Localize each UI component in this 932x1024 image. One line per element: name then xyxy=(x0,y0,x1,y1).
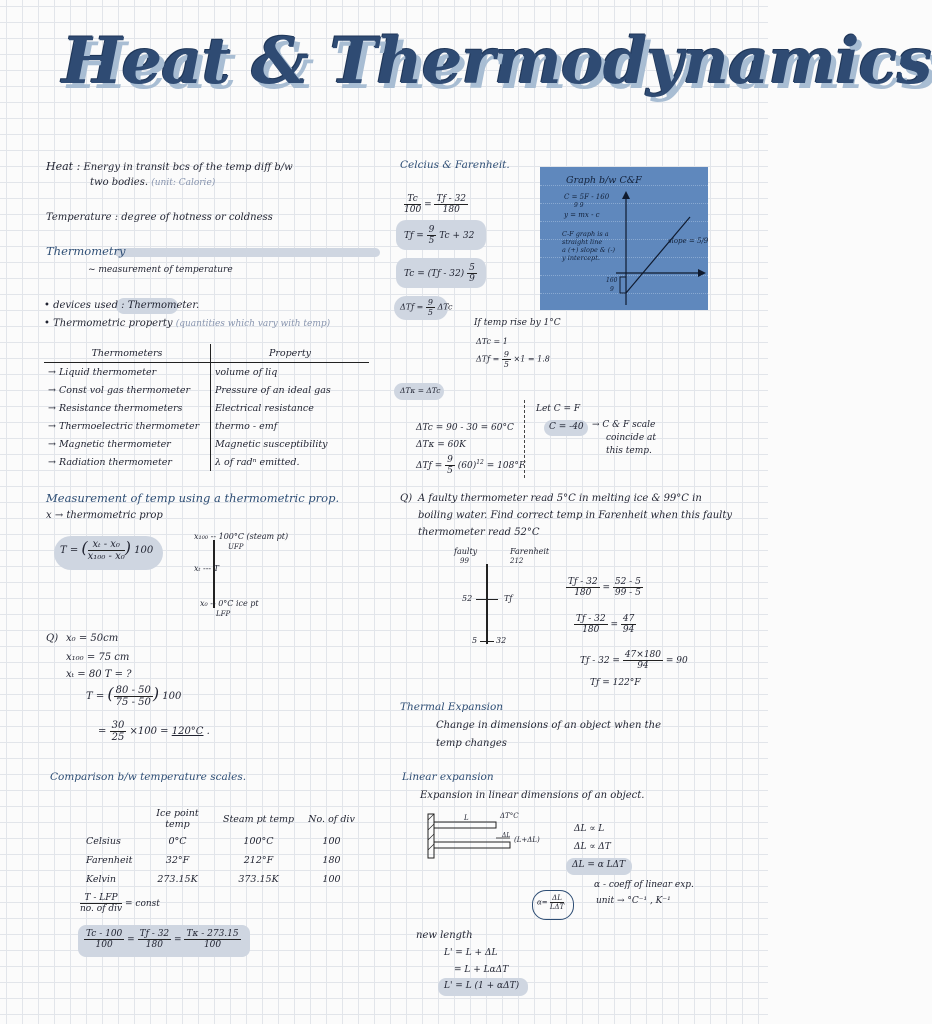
faulty-answer: Tƒ = 122°F xyxy=(590,678,641,688)
linear-p1: ΔL ∝ L xyxy=(574,824,605,834)
heat-definition xyxy=(46,160,293,173)
thermometry-heading: Thermometry xyxy=(46,244,126,258)
temperature-text: degree of hotness or coldness xyxy=(121,212,273,223)
heat-line2: two bodies. xyxy=(90,177,149,188)
linear-text: Expansion in linear dimensions of an object. xyxy=(420,790,645,801)
devices-used: • devices used : Thermometer. xyxy=(44,300,200,311)
table-cell: Electrical resistance xyxy=(215,402,314,414)
table-row xyxy=(44,453,369,471)
table-header-row xyxy=(44,344,369,363)
faulty-mid-tick xyxy=(476,599,498,600)
celsius-e3: ΔTƒ = $\frac{9}{5}$ $(60)^{12} = 108^\circ F$ xyxy=(416,455,526,476)
table-row xyxy=(44,381,369,399)
scale-mid: xₜ --- T xyxy=(194,564,220,573)
faulty-step1: $\frac{Tƒ - 32}{180}$ = $\frac{52 - 5}{99 - 5}$ xyxy=(568,577,641,598)
tc-formula: Tc = (Tƒ - 32) $\frac{5}{9}$ xyxy=(404,263,475,284)
example1-q: Q) xyxy=(46,633,59,644)
example1-x0: x₀ = 50cm xyxy=(66,633,119,644)
graph-intercept2: 9 xyxy=(610,286,614,293)
table-cell: λ of radⁿ emitted. xyxy=(215,456,300,468)
tf-formula: Tƒ = $\frac{9}{5}$ Tc + 32 xyxy=(404,225,475,246)
formula-fraction: $\frac{\text{xₜ - x₀}}{\text{x₁₀₀ - x₀}}$ xyxy=(87,539,125,562)
new-length-1: L' = L + ΔL xyxy=(444,948,498,958)
faulty-line1: A faulty thermometer read 5°C in melting ice & 99°C in xyxy=(418,493,702,504)
thermometric-property-note: (quantities which vary with temp) xyxy=(175,319,331,329)
vertical-dash-divider xyxy=(524,400,525,478)
faulty-step2: $\frac{Tƒ - 32}{180}$ = $\frac{47}{94}$ xyxy=(576,614,635,635)
alpha-def: α - coeff of linear exp. xyxy=(594,880,694,890)
c-f-coincide: → C & F scale xyxy=(592,420,656,430)
scale-top-sub: UFP xyxy=(228,543,244,551)
celsius-heading: Celcius & Farenheit. xyxy=(400,159,510,171)
example1-answer: 120°C xyxy=(171,726,204,737)
formula-lhs: T = xyxy=(60,545,79,556)
comparison-table xyxy=(80,806,363,889)
scales-formula: $\frac{Tc - 100}{100}$ = $\frac{Tƒ - 32}{180}$ = $\frac{T\kappa - 273.15}{100}$ xyxy=(86,929,239,950)
temperature-label: Temperature : xyxy=(46,212,119,223)
graph-eq1: C = 5F - 160 xyxy=(564,193,610,201)
thermometry-underline xyxy=(115,248,380,257)
temp-formula: T = ( $\frac{\text{xₜ - x₀}}{\text{x₁₀₀ - x₀}}$ ) 100 xyxy=(60,538,154,562)
graph-eq2: 9 9 xyxy=(574,202,584,209)
graph-eq3: y = mx - c xyxy=(564,211,600,219)
faulty-mid-left: 52 xyxy=(462,594,473,603)
faulty-line2: boiling water. Find correct temp in Farenheit when this faulty xyxy=(418,510,732,521)
linear-p2: ΔL ∝ ΔT xyxy=(574,842,611,852)
thermometry-text: ~ measurement of temperature xyxy=(88,265,233,275)
table-cell: → Resistance thermometers xyxy=(44,399,211,417)
table-row xyxy=(44,417,369,435)
rod-l-label: L xyxy=(464,814,469,822)
table-row xyxy=(44,435,369,453)
table-header: Steam pt temp xyxy=(222,813,295,825)
rod-dt-label: ΔT°C xyxy=(500,812,519,820)
heat-line1: Energy in transit bcs of the temp diff b/w xyxy=(83,162,293,173)
table-row: Farenheit 32°F 212°F 180 xyxy=(86,855,341,866)
dtf-formula: ΔTƒ = $\frac{9}{5}$ ΔTc xyxy=(400,298,453,317)
heat-label: Heat : xyxy=(46,160,81,173)
table-cell: Pressure of an ideal gas xyxy=(215,384,331,396)
example1-t: T = ( $\frac{80 - 50}{75 - 50}$ ) 100 xyxy=(86,684,182,708)
farenheit-label: Farenheit xyxy=(510,547,550,556)
thermometric-property xyxy=(44,318,330,329)
celsius-note1: If temp rise by 1°C xyxy=(474,318,561,328)
heat-unit: (unit: Calorie) xyxy=(151,178,216,188)
alpha-unit: unit → °C⁻¹ , K⁻¹ xyxy=(596,896,671,906)
faulty-label: faulty xyxy=(454,547,478,556)
measurement-x-line: x → thermometric prop xyxy=(46,510,163,521)
table-row: Celsius 0°C 100°C 100 xyxy=(86,836,341,847)
faulty-top: 99 xyxy=(460,557,469,565)
alpha-cloud-formula: α= $\frac{\Delta L}{\text{LΔT}}$ xyxy=(537,894,565,911)
table-cell: volume of liq xyxy=(215,366,278,378)
example1-x100: x₁₀₀ = 75 cm xyxy=(66,652,130,663)
farenheit-top: 212 xyxy=(510,557,524,565)
table-cell: thermo - emf xyxy=(215,420,278,432)
thermometer-table xyxy=(44,344,369,471)
faulty-step3: Tƒ - 32 = $\frac{47\times 180}{94}$ = 90 xyxy=(580,650,688,671)
table-cell: → Magnetic thermometer xyxy=(44,435,211,453)
table-row: Kelvin 273.15K 373.15K 100 xyxy=(86,874,341,885)
celsius-e2: ΔTκ = 60K xyxy=(416,440,466,450)
formula-mult: 100 xyxy=(134,545,154,556)
table-cell: Magnetic susceptibility xyxy=(215,438,328,450)
new-length-3: L' = L (1 + αΔT) xyxy=(444,981,520,991)
faulty-q: Q) xyxy=(400,493,413,504)
linear-heading: Linear expansion xyxy=(402,771,494,783)
table-row xyxy=(44,399,369,417)
graph-notes: C-F graph is a straight line a (+) slope & (-) y intercept. xyxy=(562,230,616,262)
faulty-scale-line xyxy=(486,564,488,644)
thermal-heading: Thermal Expansion xyxy=(400,701,504,713)
rod-ldl-label: (L+ΔL) xyxy=(514,836,540,844)
table-row xyxy=(44,363,369,382)
cf-graph-panel xyxy=(540,167,708,310)
new-length-label: new length xyxy=(416,930,473,941)
measurement-heading: Measurement of temp using a thermometric prop. xyxy=(46,491,340,505)
faulty-mid-right: Tƒ xyxy=(504,594,513,603)
temperature-definition xyxy=(46,212,273,223)
table-header: Property xyxy=(211,344,370,363)
table-header: Ice point temp xyxy=(156,808,199,830)
coincide-line1: coincide at xyxy=(606,433,656,443)
example1-result: = $\frac{30}{25}$ ×100 = 120°C . xyxy=(98,720,210,743)
table-cell: → Const vol gas thermometer xyxy=(44,381,211,399)
scale-top: x₁₀₀ -- 100°C (steam pt) xyxy=(194,532,289,541)
graph-slope: slope = 5/9 xyxy=(668,237,709,245)
thermometric-property-label: • Thermometric property xyxy=(44,318,173,329)
graph-intercept1: 160 xyxy=(606,277,618,284)
faulty-bot-right: 32 xyxy=(496,636,507,645)
page-title: Heat & Thermodynamics xyxy=(62,24,932,99)
table-header: No. of div xyxy=(308,813,355,825)
rod-dl-label: ΔL xyxy=(502,832,511,839)
c-val: C = -40 xyxy=(549,422,584,432)
celsius-note3: ΔTƒ = $\frac{9}{5}$ ×1 = 1.8 xyxy=(476,350,550,369)
linear-p3: ΔL = α LΔT xyxy=(572,860,626,870)
celsius-ratio: $\frac{Tc}{100}$ = $\frac{Tƒ - 32}{180}$ xyxy=(404,194,467,215)
celsius-e1: ΔTc = 90 - 30 = 60°C xyxy=(416,423,514,433)
heat-line2-wrap xyxy=(90,177,215,188)
table-cell: → Liquid thermometer xyxy=(44,363,211,382)
table-cell: → Radiation thermometer xyxy=(44,453,211,471)
faulty-line3: thermometer read 52°C xyxy=(418,527,540,538)
table-header-row xyxy=(80,806,363,832)
let-c-f: Let C = F xyxy=(536,404,581,414)
example1-xt: xₜ = 80 T = ? xyxy=(66,669,132,680)
table-header: Thermometers xyxy=(44,344,211,363)
coincide-line2: this temp. xyxy=(606,446,652,456)
dtk-formula: ΔTκ = ΔTc xyxy=(400,386,441,395)
new-length-2: = L + LαΔT xyxy=(454,965,509,975)
scale-line xyxy=(213,540,215,608)
thermal-line1: Change in dimensions of an object when the xyxy=(436,720,661,731)
ratio-formula: $\frac{\text{T - LFP}}{\text{no. of div}}$ = const xyxy=(80,893,160,914)
thermal-line2: temp changes xyxy=(436,738,507,749)
celsius-note2: ΔTc = 1 xyxy=(476,337,508,346)
comparison-heading: Comparison b/w temperature scales. xyxy=(50,771,247,783)
scale-bot: x₀ -- 0°C ice pt xyxy=(200,599,259,608)
graph-title: Graph b/w C&F xyxy=(566,175,642,186)
table-cell: → Thermoelectric thermometer xyxy=(44,417,211,435)
faulty-bot-left: 5 xyxy=(472,636,478,645)
faulty-bot-tick xyxy=(480,641,494,642)
scale-bot-sub: LFP xyxy=(216,610,231,618)
